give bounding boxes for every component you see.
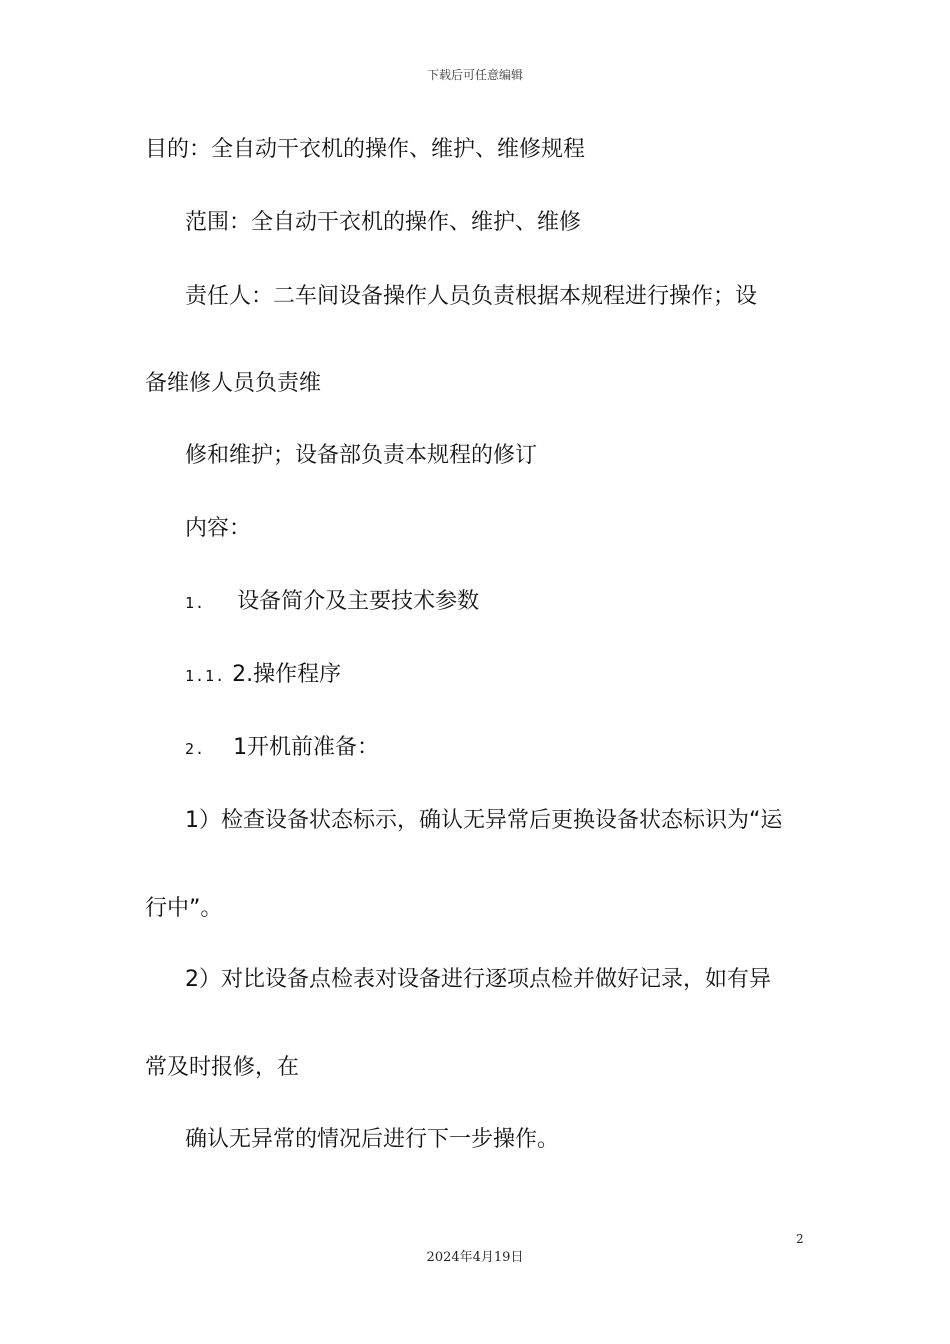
step-1-line-2: 行中”。 — [145, 896, 223, 921]
page-header: 下载后可任意编辑 — [426, 68, 523, 82]
step-1-line-1: 1）检查设备状态标示，确认无异常后更换设备状态标识为“运 — [185, 808, 783, 833]
page-number: 2 — [796, 1232, 804, 1246]
list-number: 1. — [185, 594, 206, 612]
footer-date: 2024年4月19日 — [426, 1250, 524, 1265]
list-number: 1.1. — [185, 667, 226, 685]
step-2-line-1: 2）对比设备点检表对设备进行逐项点检并做好记录，如有异 — [185, 967, 771, 992]
list-item-2 — [185, 734, 379, 763]
list-text: 设备简介及主要技术参数 — [237, 589, 480, 614]
responsible-line-2: 备维修人员负责维 — [145, 371, 322, 396]
list-item-1-1 — [185, 661, 341, 690]
step-2-line-3: 确认无异常的情况后进行下一步操作。 — [185, 1127, 560, 1152]
list-text: 1开机前准备： — [233, 735, 380, 760]
content-label: 内容： — [185, 516, 252, 541]
step-2-line-2: 常及时报修，在 — [145, 1055, 300, 1080]
list-text: 2.操作程序 — [232, 662, 342, 687]
list-item-1 — [185, 588, 479, 617]
responsible-line-1: 责任人：二车间设备操作人员负责根据本规程进行操作；设 — [185, 284, 758, 309]
responsible-line-3: 修和维护；设备部负责本规程的修订 — [185, 443, 538, 468]
scope-line: 范围：全自动干衣机的操作、维护、维修 — [185, 210, 582, 235]
purpose-line: 目的：全自动干衣机的操作、维护、维修规程 — [145, 137, 586, 162]
list-number: 2. — [185, 740, 206, 758]
